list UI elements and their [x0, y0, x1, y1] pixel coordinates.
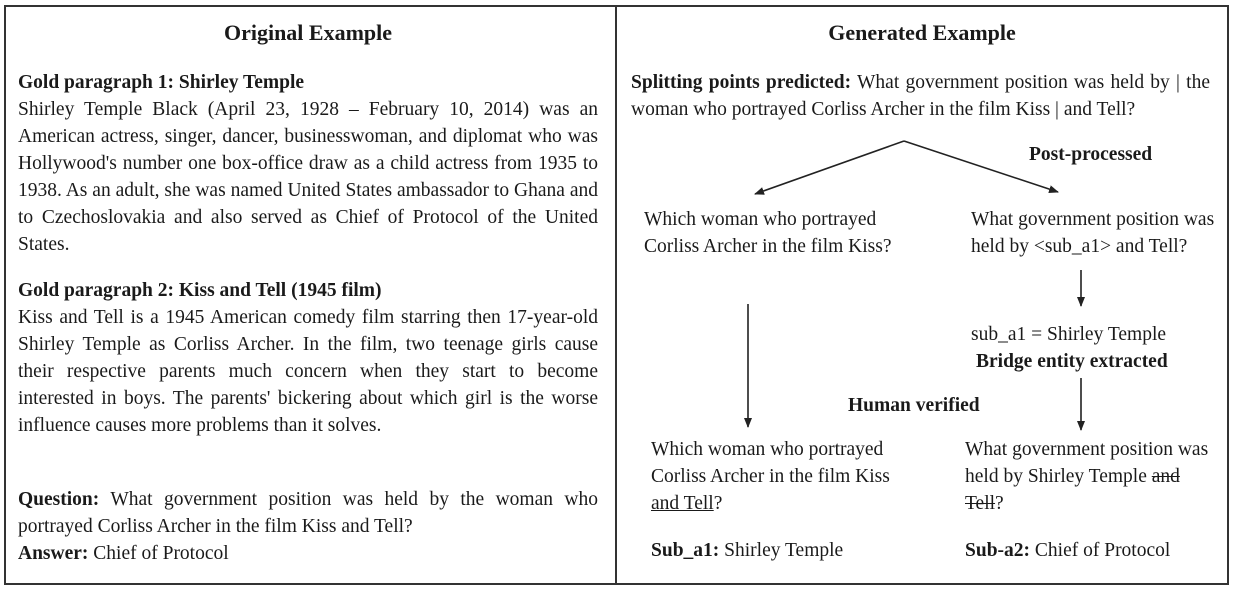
human-verified-label: Human verified: [848, 395, 980, 416]
final-q1-end: ?: [713, 493, 723, 514]
gold-paragraph-1-text: Shirley Temple Black (April 23, 1928 – February 10, 2014) was an American actress, singer, dancer, businesswoman, and diplomat who was Hollywood's number one box-office draw as a child actress from 1935 to 1938. As an adult, she was named United States ambassador to Ghana and to Czechoslovakia and also served as Chief of Protocol of the United States.: [18, 99, 598, 255]
original-example-title: Original Example: [223, 20, 393, 45]
sub-question-2: What government position was held by <sub_a1> and Tell?: [971, 209, 1215, 257]
splitting-points-label: Splitting points predicted:: [631, 72, 852, 93]
post-processed-label: Post-processed: [1029, 144, 1153, 165]
sub-answer-2-label: Sub-a2:: [965, 540, 1031, 561]
sub-question-1: Which woman who portrayed Corliss Archer in the film Kiss?: [644, 209, 892, 257]
gold-paragraph-2-heading-text: Gold paragraph 2: Kiss and Tell (1945 film): [18, 280, 382, 301]
question-text: What government position was held by the woman who portrayed Corliss Archer in the film Kiss and Tell?: [18, 489, 598, 537]
final-q2-removed-text: and Tell: [965, 466, 1180, 514]
split-arrow-right: [904, 141, 1058, 192]
split-arrow-left: [755, 141, 904, 194]
sub-answer-2-value: Chief of Protocol: [1034, 540, 1171, 561]
final-q2-end: ?: [995, 493, 1004, 514]
question-label: Question:: [18, 489, 100, 510]
splitting-points-text: What government position was held by | the woman who portrayed Corliss Archer in the film Kiss | and Tell?: [631, 72, 1210, 120]
final-q1-added-text: and Tell: [651, 493, 714, 514]
final-q2-main: What government position was held by Shirley Temple: [965, 439, 1209, 487]
gold-paragraph-2-text: Kiss and Tell is a 1945 American comedy film starring then 17-year-old Shirley Temple as Corliss Archer. In the film, two teenage girls cause their respective parents much concern when they start to become interested in boys. The parents' bickering about which girl is the worse influence causes more problems than it solves.: [18, 307, 598, 436]
generated-example-title: Generated Example: [828, 20, 1016, 45]
sub-answer-1-label: Sub_a1:: [651, 540, 720, 561]
sub-answer-1-value: Shirley Temple: [724, 540, 844, 561]
bridge-entity-value: sub_a1 = Shirley Temple: [971, 324, 1167, 345]
final-q1-main: Which woman who portrayed Corliss Archer in the film Kiss: [651, 439, 890, 487]
answer-text: Chief of Protocol: [93, 543, 229, 564]
answer-label: Answer:: [18, 543, 89, 564]
bridge-entity-label: Bridge entity extracted: [976, 351, 1168, 372]
gold-paragraph-1-heading-text: Gold paragraph 1: Shirley Temple: [18, 72, 305, 93]
